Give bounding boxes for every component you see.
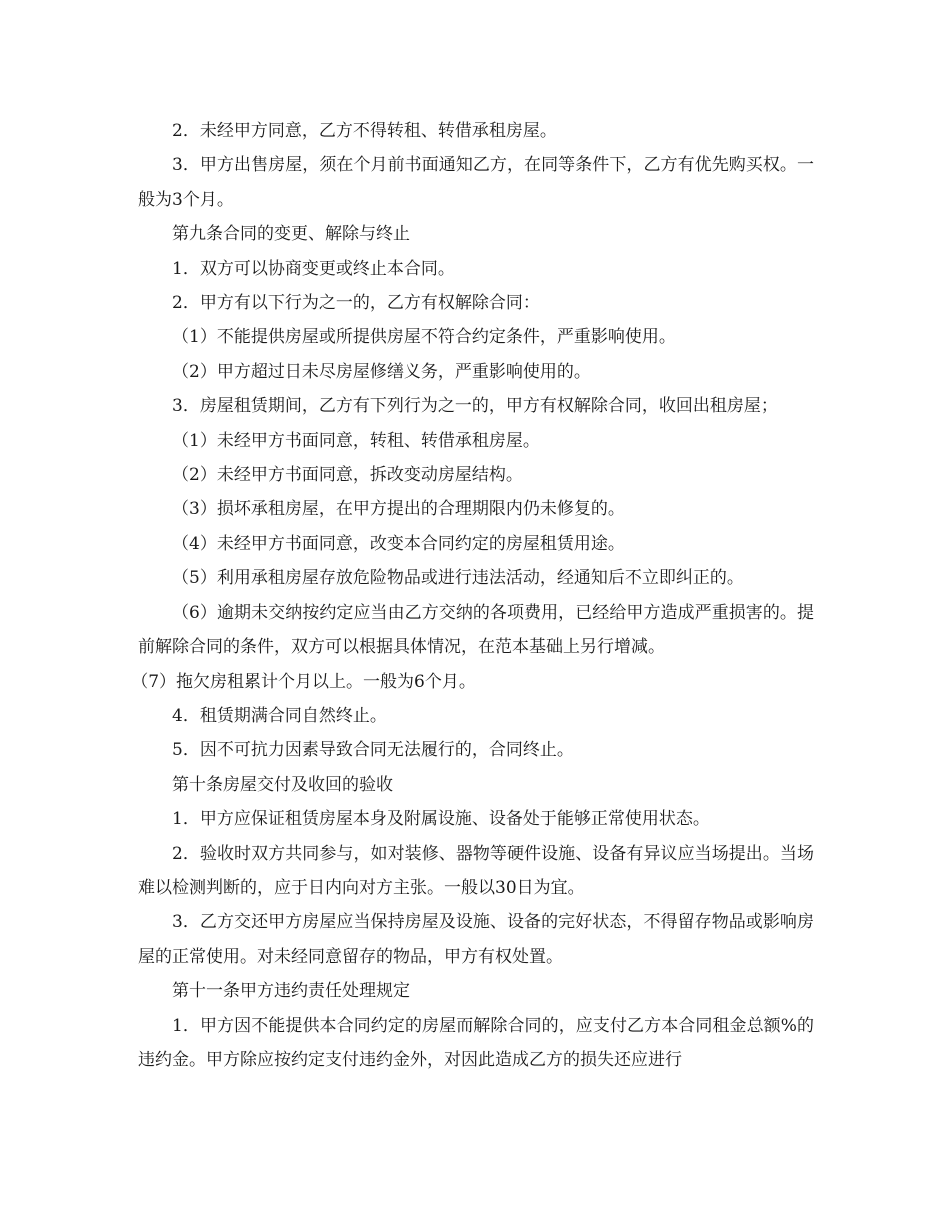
list-item: （1）未经甲方书面同意，转租、转借承租房屋。	[172, 430, 540, 451]
list-item: （1）不能提供房屋或所提供房屋不符合约定条件，严重影响使用。	[172, 327, 676, 348]
document-body	[131, 114, 814, 1077]
paragraph: 3．甲方出售房屋，须在个月前书面通知乙方，在同等条件下，乙方有优先购买权。一般为3个月。	[138, 155, 814, 210]
paragraph: 2．验收时双方共同参与，如对装修、器物等硬件设施、设备有异议应当场提出。当场难以检测判断的，应于日内向对方主张。一般以30日为宜。	[138, 843, 814, 898]
paragraph: 4．租赁期满合同自然终止。	[172, 705, 387, 726]
paragraph: 1．双方可以协商变更或终止本合同。	[172, 258, 455, 279]
paragraph: 3．房屋租赁期间，乙方有下列行为之一的，甲方有权解除合同，收回出租房屋；	[172, 396, 778, 417]
list-item: （7）拖欠房租累计个月以上。一般为6个月。	[131, 671, 476, 692]
section-heading: 第十一条甲方违约责任处理规定	[172, 981, 410, 1002]
list-item: （4）未经甲方书面同意，改变本合同约定的房屋租赁用途。	[172, 533, 625, 554]
list-item: （5）利用承租房屋存放危险物品或进行违法活动，经通知后不立即纠正的。	[172, 568, 744, 589]
list-item: （2）未经甲方书面同意，拆改变动房屋结构。	[172, 465, 523, 486]
section-heading: 第十条房屋交付及收回的验收	[172, 774, 393, 795]
list-item: （6）逾期未交纳按约定应当由乙方交纳的各项费用，已经给甲方造成严重损害的。提前解除合同的条件，双方可以根据具体情况，在范本基础上另行增减。	[138, 602, 814, 658]
paragraph: 1．甲方因不能提供本合同约定的房屋而解除合同的，应支付乙方本合同租金总额%的违约金。甲方除应按约定支付违约金外，对因此造成乙方的损失还应进行	[138, 1015, 814, 1070]
paragraph: 2．甲方有以下行为之一的，乙方有权解除合同：	[172, 293, 540, 314]
paragraph: 2．未经甲方同意，乙方不得转租、转借承租房屋。	[172, 121, 557, 141]
paragraph: 5．因不可抗力因素导致合同无法履行的，合同终止。	[172, 740, 574, 761]
paragraph: 3．乙方交还甲方房屋应当保持房屋及设施、设备的完好状态，不得留存物品或影响房屋的正常使用。对未经同意留存的物品，甲方有权处置。	[138, 912, 814, 967]
paragraph: 1．甲方应保证租赁房屋本身及附属设施、设备处于能够正常使用状态。	[172, 809, 710, 830]
section-heading: 第九条合同的变更、解除与终止	[172, 224, 410, 245]
list-item: （3）损坏承租房屋，在甲方提出的合理期限内仍未修复的。	[172, 499, 625, 520]
list-item: （2）甲方超过日未尽房屋修缮义务，严重影响使用的。	[172, 361, 591, 382]
